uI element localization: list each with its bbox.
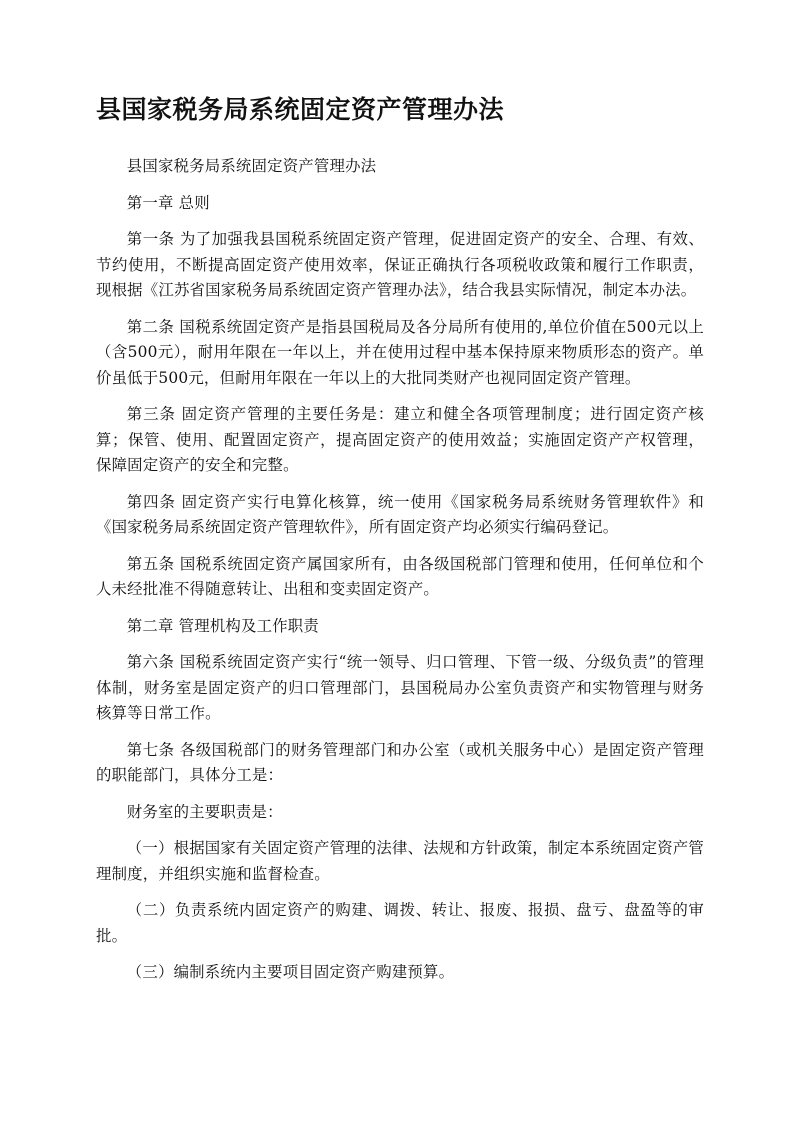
chapter-heading-1: 第一章 总则: [126, 193, 210, 212]
paragraph-subtitle: 县国家税务局系统固定资产管理办法: [126, 157, 377, 175]
duty-item-3: （三）编制系统内主要项目固定资产购建预算。: [126, 963, 455, 981]
finance-duties-intro: 财务室的主要职责是：: [126, 802, 283, 821]
article-3: 第三条 固定资产管理的主要任务是：建立和健全各项管理制度；进行固定资产核算；保管、使用、配置固定资产，提高固定资产的使用效益；实施固定资产产权管理，保障固定资产的安全和完整。: [96, 405, 704, 474]
article-5: 第五条 国税系统固定资产属国家所有，由各级国税部门管理和使用，任何单位和个人未经批准不得随意转让、出租和变卖固定资产。: [96, 554, 704, 598]
article-4: 第四条 固定资产实行电算化核算，统一使用《国家税务局系统财务管理软件》和《国家税务局系统固定资产管理软件》，所有固定资产均必须实行编码登记。: [96, 492, 704, 536]
article-7: 第七条 各级国税部门的财务管理部门和办公室（或机关服务中心）是固定资产管理的职能部门，具体分工是：: [96, 740, 704, 784]
duty-item-2: （二）负责系统内固定资产的购建、调拨、转让、报废、报损、盘亏、盘盈等的审批。: [96, 901, 704, 945]
duty-item-1: （一）根据国家有关固定资产管理的法律、法规和方针政策，制定本系统固定资产管理制度，并组织实施和监督检查。: [96, 839, 704, 883]
article-1: 第一条 为了加强我县国税系统固定资产管理，促进固定资产的安全、合理、有效、节约使用，不断提高固定资产使用效率，保证正确执行各项税收政策和履行工作职责，现根据《江苏省国家税务局系统固定资产管理办法》，结合我县实际情况，制定本办法。: [96, 230, 704, 299]
article-2: 第二条 国税系统固定资产是指县国税局及各分局所有使用的,单位价值在500元以上（含500元），耐用年限在一年以上，并在使用过程中基本保持原来物质形态的资产。单价虽低于500元，但耐用年限在一年以上的大批同类财产也视同固定资产管理。: [96, 317, 704, 387]
article-6: 第六条 国税系统固定资产实行“统一领导、归口管理、下管一级、分级负责”的管理体制，财务室是固定资产的归口管理部门，县国税局办公室负责资产和实物管理与财务核算等日常工作。: [96, 653, 704, 722]
document-title: 县国家税务局系统固定资产管理办法: [96, 95, 505, 124]
chapter-heading-2: 第二章 管理机构及工作职责: [126, 616, 319, 635]
